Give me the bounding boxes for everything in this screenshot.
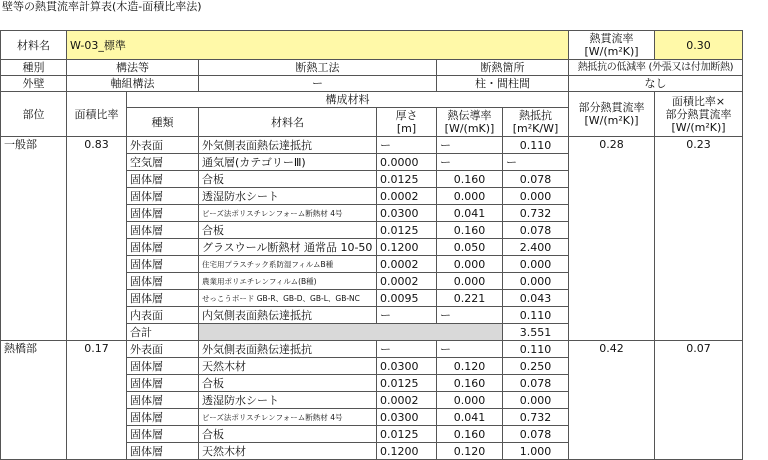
kind-cell: 固体層 bbox=[127, 375, 199, 392]
kind-cell: 固体層 bbox=[127, 392, 199, 409]
thickness-cell: ー bbox=[377, 341, 437, 358]
resistance-cell: 0.078 bbox=[503, 222, 569, 239]
material-cell: 天然木材 bbox=[199, 358, 377, 375]
resistance-cell: 0.043 bbox=[503, 290, 569, 307]
partial-u-cell: 0.28 bbox=[569, 137, 655, 341]
material-cell: 内気側表面熱伝達抵抗 bbox=[199, 307, 377, 324]
resistance-cell: 0.732 bbox=[503, 409, 569, 426]
resistance-cell: 0.250 bbox=[503, 358, 569, 375]
reduction-label: 熱抵抗の低減率 (外張又は付加断熱) bbox=[569, 60, 743, 76]
thickness-cell: 0.0300 bbox=[377, 358, 437, 375]
insul-location-label: 断熱箇所 bbox=[437, 60, 569, 76]
col-part: 部位 bbox=[1, 92, 67, 137]
col-kind: 種類 bbox=[127, 108, 199, 137]
kind-cell: 固体層 bbox=[127, 358, 199, 375]
table-row bbox=[1, 137, 743, 154]
reduction-value: なし bbox=[569, 76, 743, 92]
total-spacer bbox=[199, 324, 503, 341]
conductivity-cell: ー bbox=[437, 307, 503, 324]
conductivity-cell: 0.221 bbox=[437, 290, 503, 307]
material-name-value: W-03_標準 bbox=[67, 31, 569, 60]
material-cell: 透湿防水シート bbox=[199, 392, 377, 409]
resistance-cell: 0.110 bbox=[503, 137, 569, 154]
area-ratio-cell: 0.17 bbox=[67, 341, 127, 460]
conductivity-cell: 0.041 bbox=[437, 205, 503, 222]
resistance-cell: 0.110 bbox=[503, 341, 569, 358]
col-material: 材料名 bbox=[199, 108, 377, 137]
kind-cell: 固体層 bbox=[127, 256, 199, 273]
col-conductivity: 熱伝導率 [W/(mK)] bbox=[437, 108, 503, 137]
material-cell: 外気側表面熱伝達抵抗 bbox=[199, 137, 377, 154]
thickness-cell: 0.0125 bbox=[377, 375, 437, 392]
material-cell: ビーズ法ポリスチレンフォーム断熱材 4号 bbox=[199, 409, 377, 426]
material-cell: グラスウール断熱材 通常品 10-50 bbox=[199, 239, 377, 256]
sheet-caption: 壁等の熱貫流率計算表(木造-面積比率法) bbox=[2, 0, 202, 13]
kind-cell: 固体層 bbox=[127, 443, 199, 460]
thickness-cell: 0.0125 bbox=[377, 426, 437, 443]
material-cell: 天然木材 bbox=[199, 443, 377, 460]
thickness-cell: 0.0300 bbox=[377, 205, 437, 222]
conductivity-cell: 0.120 bbox=[437, 358, 503, 375]
kind-cell: 空気層 bbox=[127, 154, 199, 171]
conductivity-cell: 0.000 bbox=[437, 256, 503, 273]
kind-cell: 固体層 bbox=[127, 222, 199, 239]
kind-cell: 固体層 bbox=[127, 188, 199, 205]
resistance-cell: 0.000 bbox=[503, 273, 569, 290]
part-cell: 一般部 bbox=[1, 137, 67, 341]
resistance-cell: 0.000 bbox=[503, 188, 569, 205]
thickness-cell: 0.1200 bbox=[377, 239, 437, 256]
weighted-u-cell: 0.07 bbox=[655, 341, 743, 460]
conductivity-cell: 0.160 bbox=[437, 222, 503, 239]
col-area-ratio: 面積比率 bbox=[67, 92, 127, 137]
calc-sheet bbox=[0, 30, 743, 460]
conductivity-cell: 0.050 bbox=[437, 239, 503, 256]
insul-method-label: 断熱工法 bbox=[199, 60, 437, 76]
conductivity-cell: 0.160 bbox=[437, 171, 503, 188]
col-composition: 構成材料 bbox=[127, 92, 569, 108]
thickness-cell: ー bbox=[377, 307, 437, 324]
col-resistance: 熱抵抗 [m²K/W] bbox=[503, 108, 569, 137]
method-value: 軸組構法 bbox=[67, 76, 199, 92]
material-name-label: 材料名 bbox=[1, 31, 67, 60]
resistance-cell: 0.078 bbox=[503, 426, 569, 443]
thickness-cell: ー bbox=[377, 137, 437, 154]
conductivity-cell: 0.000 bbox=[437, 188, 503, 205]
thickness-cell: 0.1200 bbox=[377, 443, 437, 460]
material-cell: 合板 bbox=[199, 171, 377, 188]
thickness-cell: 0.0002 bbox=[377, 392, 437, 409]
material-cell: ビーズ法ポリスチレンフォーム断熱材 4号 bbox=[199, 205, 377, 222]
conductivity-cell: 0.120 bbox=[437, 443, 503, 460]
partial-u-cell: 0.42 bbox=[569, 341, 655, 460]
resistance-cell: 1.000 bbox=[503, 443, 569, 460]
thickness-cell: 0.0002 bbox=[377, 273, 437, 290]
material-cell: 農業用ポリエチレンフィルム(B種) bbox=[199, 273, 377, 290]
kind-cell: 固体層 bbox=[127, 426, 199, 443]
heat-transfer-table bbox=[0, 30, 743, 460]
thickness-cell: 0.0000 bbox=[377, 154, 437, 171]
kind-cell: 固体層 bbox=[127, 239, 199, 256]
col-weighted: 面積比率× 部分熱貫流率 [W/(m²K)] bbox=[655, 92, 743, 137]
material-cell: 透湿防水シート bbox=[199, 188, 377, 205]
thickness-cell: 0.0125 bbox=[377, 171, 437, 188]
conductivity-cell: 0.160 bbox=[437, 375, 503, 392]
col-partial-u: 部分熱貫流率 [W/(m²K)] bbox=[569, 92, 655, 137]
thickness-cell: 0.0300 bbox=[377, 409, 437, 426]
resistance-cell: 0.000 bbox=[503, 256, 569, 273]
insul-method-value: ー bbox=[199, 76, 437, 92]
resistance-cell: 0.000 bbox=[503, 392, 569, 409]
resistance-cell: 0.110 bbox=[503, 307, 569, 324]
thickness-cell: 0.0125 bbox=[377, 222, 437, 239]
thickness-cell: 0.0095 bbox=[377, 290, 437, 307]
weighted-u-cell: 0.23 bbox=[655, 137, 743, 341]
kind-cell: 内表面 bbox=[127, 307, 199, 324]
material-cell: 合板 bbox=[199, 426, 377, 443]
insul-location-value: 柱・間柱間 bbox=[437, 76, 569, 92]
kind-cell: 固体層 bbox=[127, 273, 199, 290]
kind-cell: 固体層 bbox=[127, 409, 199, 426]
table-row bbox=[1, 341, 743, 358]
conductivity-cell: 0.000 bbox=[437, 392, 503, 409]
conductivity-cell: ー bbox=[437, 137, 503, 154]
conductivity-cell: 0.041 bbox=[437, 409, 503, 426]
conductivity-cell: 0.000 bbox=[437, 273, 503, 290]
type-value: 外壁 bbox=[1, 76, 67, 92]
kind-cell: 固体層 bbox=[127, 290, 199, 307]
thickness-cell: 0.0002 bbox=[377, 256, 437, 273]
material-cell: 通気層(カテゴリーⅢ) bbox=[199, 154, 377, 171]
method-label: 構法等 bbox=[67, 60, 199, 76]
total-value: 3.551 bbox=[503, 324, 569, 341]
kind-cell: 外表面 bbox=[127, 341, 199, 358]
kind-cell: 外表面 bbox=[127, 137, 199, 154]
part-cell: 熱橋部 bbox=[1, 341, 67, 460]
kind-cell: 固体層 bbox=[127, 171, 199, 188]
kind-cell: 固体層 bbox=[127, 205, 199, 222]
conductivity-cell: 0.160 bbox=[437, 426, 503, 443]
resistance-cell: 2.400 bbox=[503, 239, 569, 256]
col-thickness: 厚さ [m] bbox=[377, 108, 437, 137]
thickness-cell: 0.0002 bbox=[377, 188, 437, 205]
u-value: 0.30 bbox=[655, 31, 743, 60]
u-value-label: 熱貫流率 [W/(m²K)] bbox=[569, 31, 655, 60]
material-cell: 住宅用プラスチック系防湿フィルムB種 bbox=[199, 256, 377, 273]
resistance-cell: ー bbox=[503, 154, 569, 171]
material-cell: 外気側表面熱伝達抵抗 bbox=[199, 341, 377, 358]
resistance-cell: 0.732 bbox=[503, 205, 569, 222]
material-cell: 合板 bbox=[199, 375, 377, 392]
material-cell: せっこうボード GB-R、GB-D、GB-L、GB-NC bbox=[199, 290, 377, 307]
total-label: 合計 bbox=[127, 324, 199, 341]
resistance-cell: 0.078 bbox=[503, 171, 569, 188]
type-label: 種別 bbox=[1, 60, 67, 76]
resistance-cell: 0.078 bbox=[503, 375, 569, 392]
area-ratio-cell: 0.83 bbox=[67, 137, 127, 341]
conductivity-cell: ー bbox=[437, 154, 503, 171]
material-cell: 合板 bbox=[199, 222, 377, 239]
conductivity-cell: ー bbox=[437, 341, 503, 358]
